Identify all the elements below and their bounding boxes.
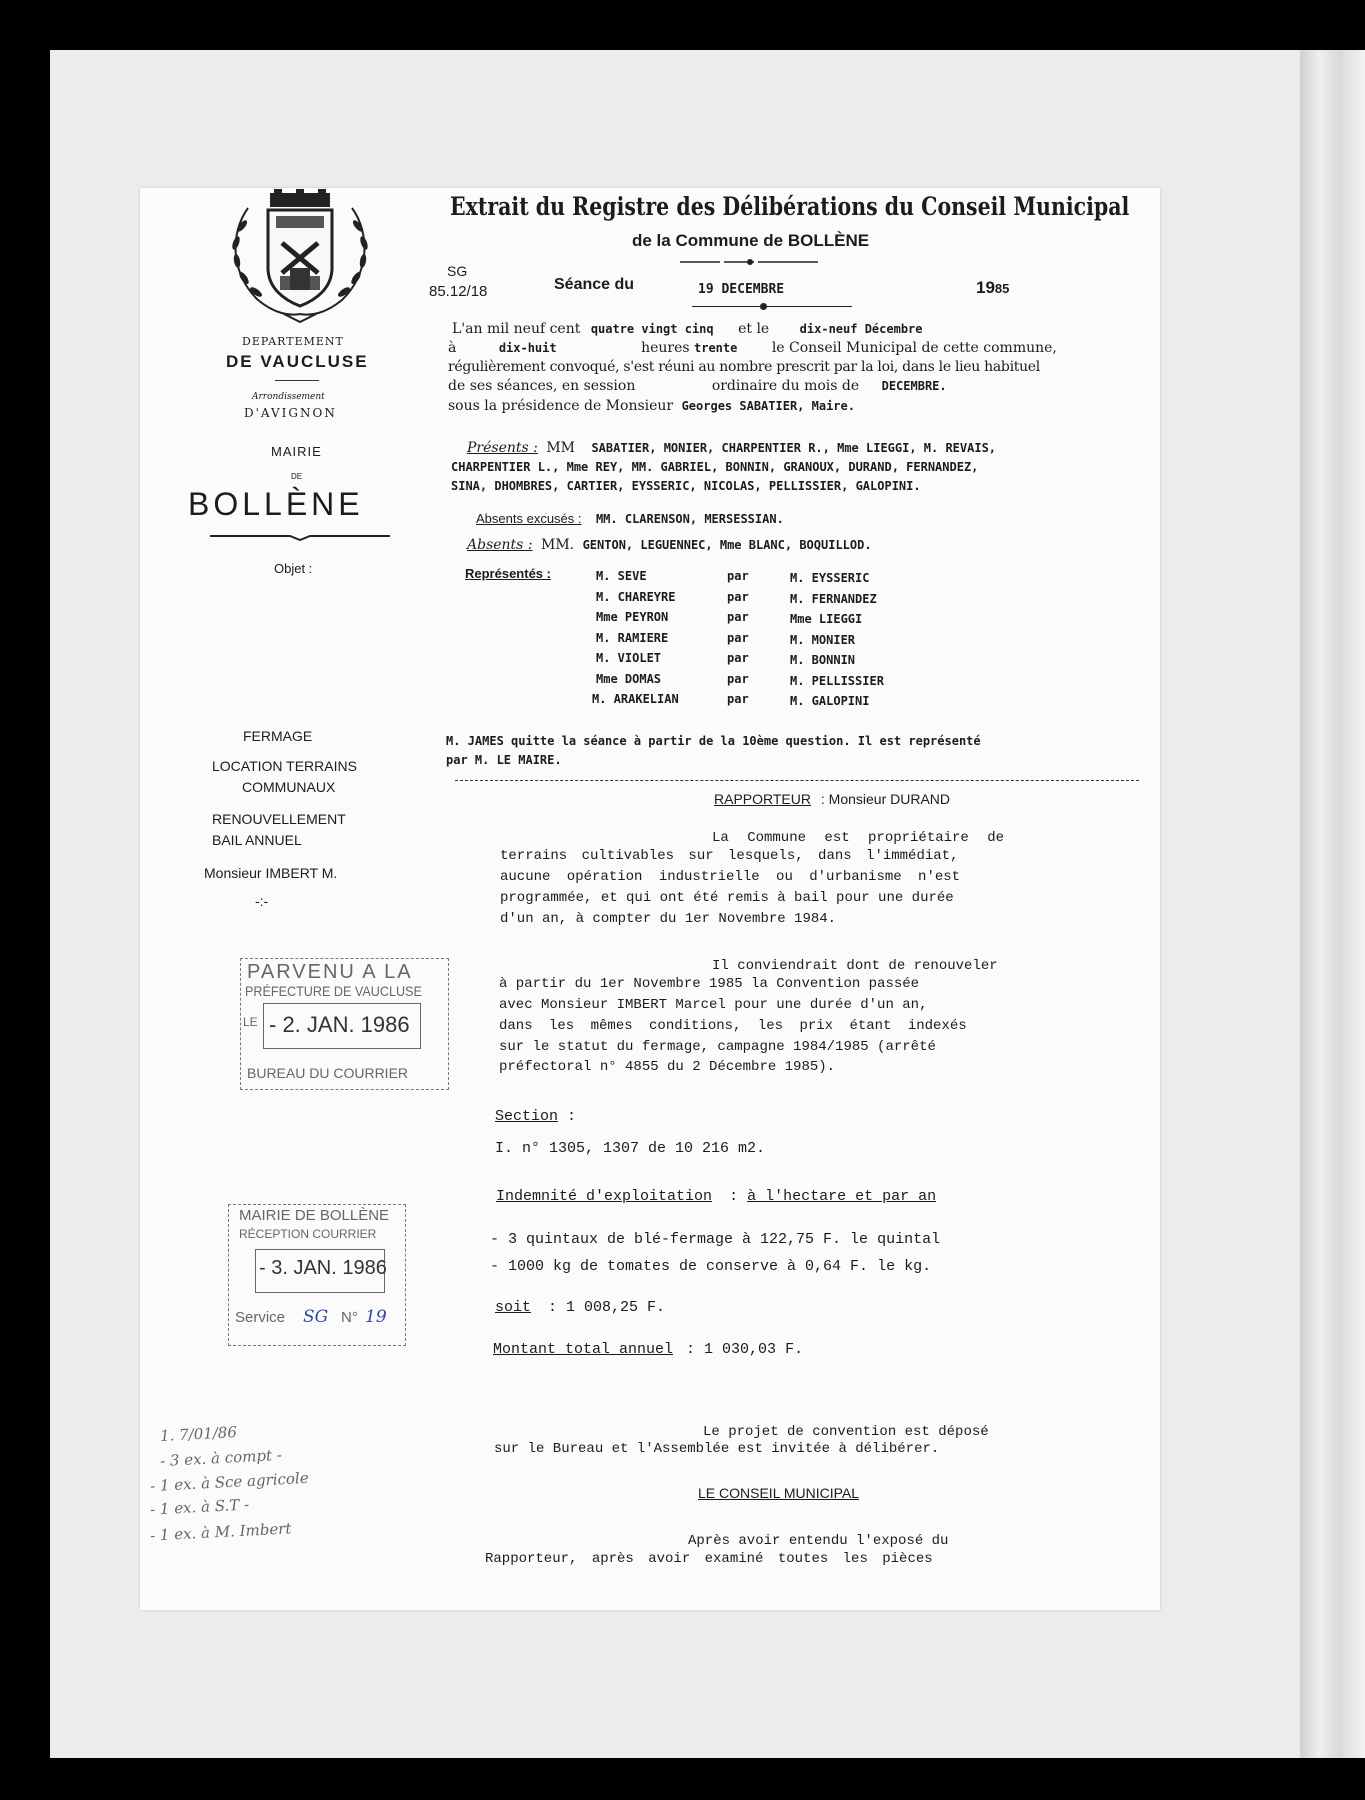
department-name: DE VAUCLUSE [226,352,369,371]
register-title: Extrait du Registre des Délibérations du Conseil Municipal [450,192,1130,221]
arrondissement-label: Arrondissement [252,392,325,402]
proxy-by: M. MONIER [790,633,856,647]
mayor-name: Georges SABATIER, Maire. [681,399,855,413]
section-colon: : [567,1108,577,1125]
paragraph-line: sur le statut du fermage, campagne 1984/1985 (arrêté [499,1039,936,1055]
stamp-text: PRÉFECTURE DE VAUCLUSE [245,983,422,999]
presents-names: SINA, DHOMBRES, CARTIER, EYSSERIC, NICOLAS, PELLISSIER, GALOPINI. [451,479,921,493]
paragraph-line: La Commune est propriétaire de [712,830,1005,846]
soit-value: : 1 008,25 F. [548,1299,666,1316]
stamp-number-value: 19 [365,1307,387,1327]
montant-row [493,1341,803,1358]
title-ornament [680,258,820,266]
intro-line [448,340,1057,356]
proxy-par: par [727,569,749,583]
james-note: par M. LE MAIRE. [446,753,562,767]
handwritten-note: 1. 7/01/86 [159,1422,238,1446]
year-suffix: 85 [994,281,1010,296]
indemnite-sep: : [729,1188,739,1205]
paragraph-line: avec Monsieur IMBERT Marcel pour une durée d'un an, [499,997,928,1013]
intro-day-words: dix-neuf Décembre [799,322,923,336]
paragraph-line: programmée, et qui ont été remis à bail pour une durée [500,890,954,906]
section-value: I. n° 1305, 1307 de 10 216 m2. [495,1140,766,1157]
mairie-reception-stamp [228,1204,406,1346]
excuses-row [476,510,784,528]
proxy-by: M. PELLISSIER [790,674,884,688]
prefecture-received-stamp [240,958,449,1090]
intro-text: heures [641,340,690,356]
stamp-date: - 3. JAN. 1986 [259,1257,387,1279]
intro-text: L'an mil neuf cent [452,321,581,337]
de-label: DE [291,472,303,481]
paragraph-line: Il conviendrait dont de renouveler [712,958,998,974]
intro-minute-words: trente [694,341,738,355]
objet-label: Objet : [274,561,313,576]
intro-text: ordinaire du mois de [711,378,860,394]
seance-date: 19 DECEMBRE [698,282,785,297]
section-row [495,1108,576,1125]
indemnite-row [496,1188,936,1205]
document-sheet [140,188,1160,1610]
proxy-par: par [727,631,749,645]
paragraph-line: Après avoir entendu l'exposé du [688,1533,949,1549]
presents-label: Présents : [467,440,538,456]
soit-label: soit [495,1299,532,1316]
subject-line: COMMUNAUX [242,779,336,795]
indemnite-rate: à l'hectare et par an [747,1188,937,1205]
proxy-par: par [727,590,749,604]
proxy-who: M. ARAKELIAN [592,692,679,706]
divider [275,380,319,381]
absents-row [467,536,872,554]
proxy-par: par [727,672,749,686]
rapporteur-name: : Monsieur DURAND [820,791,951,807]
seance-year [976,278,1009,298]
year-prefix: 19 [976,278,995,297]
proxy-by: M. FERNANDEZ [790,592,877,606]
section-divider [455,780,1139,781]
subject-line: FERMAGE [243,728,313,744]
town-name: BOLLÈNE [188,486,364,522]
paragraph-line: dans les mêmes conditions, les prix étant indexés [499,1018,967,1034]
date-rule [692,306,852,307]
absents-names: GENTON, LEGUENNEC, Mme BLANC, BOQUILLOD. [582,538,872,552]
department-label: DEPARTEMENT [242,335,344,348]
date-rule-dot [760,303,767,310]
mairie-label: MAIRIE [271,444,322,459]
proxy-par: par [727,610,749,624]
intro-line [448,398,855,414]
stamp-text: MAIRIE DE BOLLÈNE [239,1207,390,1224]
intro-line: régulièrement convoqué, s'est réuni au nombre prescrit par la loi, dans le lieu habituel [448,359,1040,375]
stamp-number-label: N° [341,1309,358,1326]
paragraph-line: terrains cultivables sur lesquels, dans l'immédiat, [500,848,959,864]
excuses-names: MM. CLARENSON, MERSESSIAN. [595,512,784,526]
james-note: M. JAMES quitte la séance à partir de la 10ème question. Il est représenté [446,734,981,748]
seance-label: Séance du [554,276,635,293]
indemnite-item: - 1000 kg de tomates de conserve à 0,64 F. le kg. [490,1258,932,1275]
proxy-by: M. GALOPINI [790,694,870,708]
subject-line: RENOUVELLEMENT [212,811,346,827]
reference-code: SG [447,263,468,279]
paragraph-line: Rapporteur, après avoir examiné toutes les pièces [485,1551,933,1567]
paragraph-line: sur le Bureau et l'Assemblée est invitée à délibérer. [494,1441,940,1457]
montant-label: Montant total annuel [493,1341,674,1358]
subject-line: Monsieur IMBERT M. [204,865,338,881]
presents-names: SABATIER, MONIER, CHARPENTIER R., Mme LIEGGI, M. REVAIS, [591,441,997,455]
paragraph-line: d'un an, à compter du 1er Novembre 1984. [500,911,837,927]
intro-text: et le [738,321,770,337]
commune-subtitle: de la Commune de BOLLÈNE [632,231,870,250]
paragraph-line: préfectoral n° 4855 du 2 Décembre 1985). [499,1059,836,1075]
absents-mm: MM. [541,537,575,553]
intro-text: le Conseil Municipal de cette commune, [771,340,1057,356]
represented-label: Représentés : [465,566,551,581]
proxy-who: M. VIOLET [596,651,662,665]
indemnite-label: Indemnité d'exploitation [496,1188,713,1205]
subject-line: LOCATION TERRAINS [212,758,357,774]
proxy-by: M. EYSSERIC [790,571,870,585]
stamp-text: LE [243,1015,258,1029]
town-underline-ornament [210,531,390,541]
intro-month: DECEMBRE. [881,379,947,393]
presents-row [467,439,996,457]
paragraph-line: Le projet de convention est déposé [703,1424,989,1440]
rapporteur-row [714,791,950,807]
proxy-par: par [727,692,749,706]
stamp-service-value: SG [303,1307,329,1327]
soit-row [495,1299,665,1316]
stamp-service-label: Service [235,1309,286,1326]
intro-line [448,378,947,394]
proxy-by: M. BONNIN [790,653,856,667]
subject-line: BAIL ANNUEL [212,832,302,848]
intro-text: de ses séances, en session [448,378,636,394]
proxy-who: Mme PEYRON [596,610,669,624]
reference-number: 85.12/18 [429,283,488,300]
intro-text: sous la présidence de Monsieur [448,398,674,414]
arrondissement-name: D'AVIGNON [244,406,337,420]
stamp-text: PARVENU A LA [247,961,413,983]
proxy-who: M. RAMIERE [596,631,669,645]
intro-text: à [448,340,457,356]
montant-value: : 1 030,03 F. [686,1341,804,1358]
absents-label: Absents : [467,537,533,553]
handwritten-note: - 1 ex. à S.T - [149,1495,250,1519]
paragraph-line: aucune opération industrielle ou d'urbanisme n'est [500,869,961,885]
handwritten-note: - 3 ex. à compt - [159,1445,283,1471]
book-spine [1300,50,1365,1758]
presents-names: CHARPENTIER L., Mme REY, MM. GABRIEL, BONNIN, GRANOUX, DURAND, FERNANDEZ, [451,460,979,474]
proxy-by: Mme LIEGGI [790,612,863,626]
intro-hour-words: dix-huit [498,341,557,355]
paragraph-line: à partir du 1er Novembre 1985 la Convention passée [499,976,920,992]
proxy-who: Mme DOMAS [596,672,662,686]
stamp-text: BUREAU DU COURRIER [247,1065,409,1081]
subject-line: -:- [255,893,269,909]
proxy-who: M. SEVE [596,569,647,583]
presents-mm: MM [546,440,575,456]
stamp-date: - 2. JAN. 1986 [269,1012,410,1037]
stamp-text: RÉCEPTION COURRIER [239,1227,377,1241]
handwritten-note: - 1 ex. à Sce agricole [149,1468,310,1496]
conseil-heading: LE CONSEIL MUNICIPAL [698,1485,860,1501]
excuses-label: Absents excusés : [476,511,582,526]
rapporteur-label: RAPPORTEUR [714,791,811,807]
proxy-par: par [727,651,749,665]
section-label: Section [495,1108,559,1125]
proxy-who: M. CHAREYRE [596,590,676,604]
handwritten-note: - 1 ex. à M. Imbert [149,1519,292,1545]
intro-line [452,321,923,337]
intro-year-words: quatre vingt cinq [590,322,714,336]
indemnite-item: - 3 quintaux de blé-fermage à 122,75 F. le quintal [490,1231,941,1248]
coat-of-arms-emblem [220,188,380,326]
